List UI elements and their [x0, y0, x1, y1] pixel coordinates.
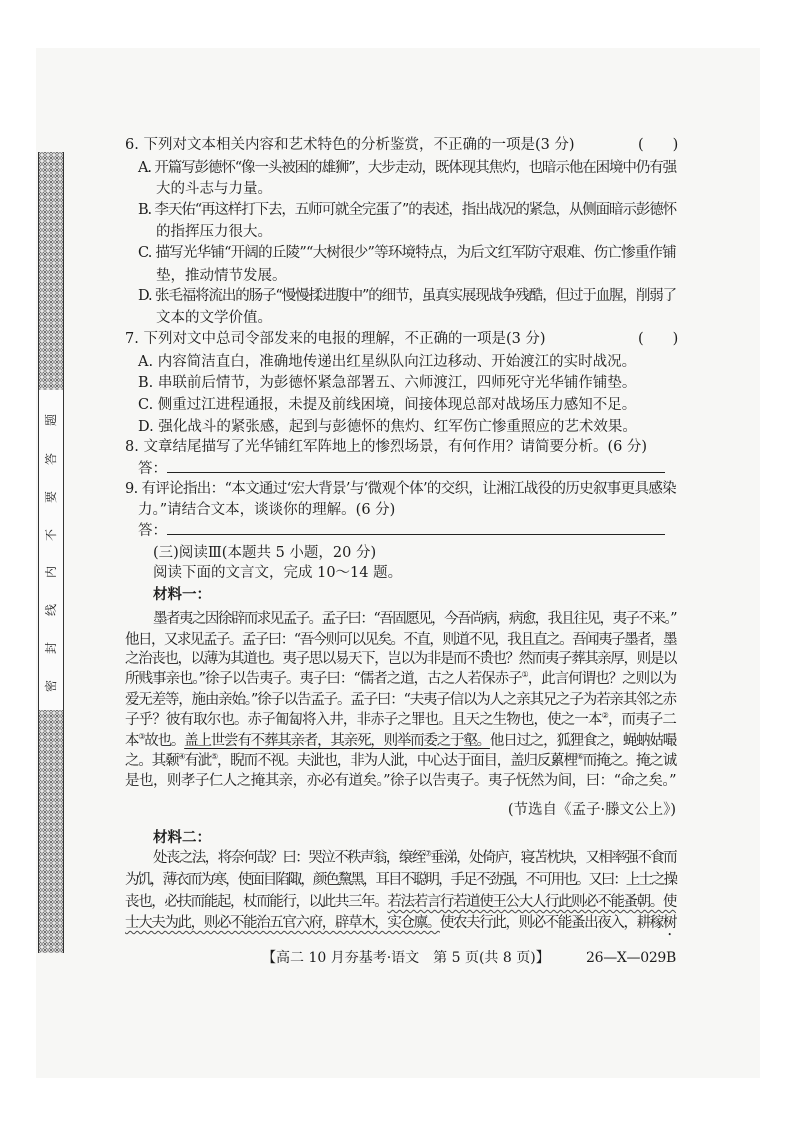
line-text: [153, 587, 211, 603]
line-text: [138, 354, 636, 370]
text-segment: 6. 下列对文本相关内容和艺术特色的分析鉴赏，不正确的一项是(3 分): [125, 137, 575, 153]
answer-blank[interactable]: [167, 522, 665, 535]
text-segment: 使农夫行此，则必不能蚤出夜入，耕稼: [439, 915, 663, 931]
option-cont: [156, 181, 676, 197]
text-segment: B. 李天佑“再这样打下去，五师可就全完蛋了”的表述，指出战况的紧急，从侧面暗示彭德怀: [138, 202, 677, 218]
text-segment: C. 侧重过江进程通报，未提及前线困境，间接体现总部对战场压力感知不足。: [138, 397, 637, 413]
line-text: [508, 802, 676, 818]
question-6: [125, 137, 625, 153]
option: [138, 160, 676, 176]
passage-line: [125, 773, 676, 789]
line-text: [138, 375, 636, 391]
question-7: [125, 331, 625, 347]
line-text: [138, 288, 676, 304]
line-text: [125, 439, 647, 455]
passage-line: [153, 850, 676, 866]
line-text: [153, 611, 676, 627]
passage-line: [125, 632, 676, 648]
section-instruction: [153, 565, 673, 581]
option-cont: [156, 224, 676, 240]
text-segment: 文本的文学价值。: [156, 310, 272, 326]
passage-line: [125, 733, 676, 749]
binding-label-area: [38, 390, 64, 710]
passage-line: [153, 611, 676, 627]
page-footer-title: [262, 950, 562, 966]
line-text: [125, 651, 676, 667]
text-segment: 故也。: [144, 733, 185, 749]
footnote-marker: ⑥: [576, 752, 583, 761]
line-text: [153, 545, 376, 561]
text-segment: 有泚: [184, 753, 211, 769]
text-segment: 他日，又求见孟子。孟子曰：“吾今则可以见矣。不直，则道不: [125, 632, 482, 648]
text-segment: 答：: [138, 523, 167, 539]
text-segment: 墨者夷之因徐辟而求见孟子。孟子曰：“吾固愿见，今吾尚病，病愈，我且往见，夷子不来。”: [153, 611, 676, 627]
text-segment: D. 张毛福将流出的肠子“慢慢揉进腹中”的细节，虽真实展现战争残酷，但过于血腥，削弱了: [138, 288, 676, 304]
text-segment: 阅读下面的文言文，完成 10～14 题。: [153, 565, 403, 581]
line-text: [156, 268, 287, 284]
footnote-marker: ③: [138, 732, 145, 741]
passage-line: [125, 692, 676, 708]
text-segment: 力。”请结合文本，谈谈你的理解。(6 分): [138, 502, 396, 518]
line-text: [156, 181, 272, 197]
text-segment: C. 描写光华铺“开阔的丘陵”“大树很少”等环境特点，为后文红军防守艰难、伤亡惨重作铺: [138, 245, 676, 261]
passage-line: [125, 712, 676, 728]
footnote-marker: ⑦: [424, 849, 431, 858]
text-segment: 爱无差等，施由亲始。”徐子以告孟子。孟子曰：“夫夷子信以为人之亲其兄之子为若亲其邻之赤: [125, 692, 676, 708]
material-two-heading: [153, 830, 673, 846]
wavy-underlined-sentence: 士大夫为此，则必不能治五官六府，辟草木，实仓廪。: [125, 915, 440, 931]
option: [138, 375, 676, 391]
text-segment: 材料一：: [153, 586, 211, 603]
text-segment: 丧也，必扶而能起，杖而能行，以此共三年。: [125, 894, 388, 910]
option: [138, 245, 676, 261]
seal-line-char: 封: [44, 642, 58, 655]
paper-code-text: 26—X—029B: [586, 950, 676, 966]
option-cont: [156, 310, 676, 326]
seal-line-char: 答: [44, 453, 58, 466]
answer-line[interactable]: [138, 522, 676, 538]
text-segment: 子乎？彼有取尔也。赤子匍匐将入井，非赤子之罪也。且天之生物也，使之一本: [125, 712, 602, 728]
text-segment: B. 串联前后情节，为彭德怀紧急部署五、六师渡江，四师死守光华铺作铺垫。: [138, 375, 637, 391]
line-text: [153, 565, 402, 581]
text-segment: 大的斗志与力量。: [156, 181, 272, 197]
passage-line: [125, 753, 676, 769]
text-segment: 而掩之。掩之诚: [582, 753, 677, 769]
page-footer-title-text: 【高二 10 月夯基考·语文 第 5 页(共 8 页)】: [262, 950, 550, 966]
line-text: [125, 712, 676, 728]
text-segment: 答：: [138, 461, 167, 477]
text-segment: A. 内容简洁直白，准确地传递出红星纵队向江边移动、开始渡江的实时战况。: [138, 354, 637, 370]
text-segment: 之治丧也，以薄为其道也。夷子思以易天下，岂以为非是而不贵也？然而夷子葬其亲厚，则是以: [125, 651, 676, 667]
text-segment: 所贱事亲也。”徐子以告夷子。夷子曰：“儒者之道，古之人若保赤子: [125, 671, 522, 687]
passage-line: [125, 915, 676, 931]
text-segment: ，我且直之。吾闻夷子墨者，墨: [494, 632, 677, 648]
text-segment: 7. 下列对文中总司令部发来的电报的理解，不正确的一项是(3 分): [125, 331, 546, 347]
footnote-marker: ④: [178, 752, 185, 761]
line-text: [156, 224, 272, 240]
option: [138, 288, 676, 304]
line-text: [125, 872, 676, 888]
answer-bracket[interactable]: ( ): [638, 331, 679, 347]
line-text: [153, 850, 676, 866]
line-text: [125, 894, 676, 910]
line-text: [125, 733, 676, 749]
source-citation: [125, 802, 676, 818]
text-segment: D. 强化战斗的紧张感，起到与彭德怀的焦灼、红军伤亡惨重照应的艺术效果。: [138, 419, 637, 435]
text-segment: ，睨而不视。夫泚也，非为人泚，中心达于面目，盖归反蔂梩: [216, 753, 577, 769]
seal-line-char: 不: [44, 529, 58, 542]
text-segment: 见: [481, 632, 495, 648]
line-text: [138, 202, 676, 218]
text-segment: 之。其颡: [125, 753, 179, 769]
text-segment: 材料二：: [153, 829, 211, 846]
question-9-cont: [138, 502, 676, 518]
footnote-marker: ⑤: [210, 752, 217, 761]
seal-line-char: 题: [44, 414, 58, 427]
text-segment: 是也，则孝子仁人之掩其亲，亦必有道矣。”徐子以告夷子。夷子怃然为间，曰：“命之矣。”: [125, 773, 676, 789]
binding-pattern-bottom: [38, 710, 64, 953]
text-segment: 为饥，薄衣而为寒，使面目陷陬，颜色黧黑，耳目不聪明，手足不劲强，不可用也。又曰：上士之操: [125, 872, 677, 888]
footnote-marker: ①: [521, 670, 528, 679]
line-text: [125, 481, 676, 497]
section-heading: [153, 545, 673, 561]
line-text: [138, 245, 676, 261]
passage-line: [125, 894, 676, 910]
seal-line-char: 线: [44, 604, 58, 617]
text-segment: 9. 有评论指出：“本文通过‘宏大背景’与‘微观个体’的交织，让湘江战役的历史叙事更具感染: [125, 481, 677, 497]
line-text: [125, 671, 676, 687]
option: [138, 397, 676, 413]
text-segment: (节选自《孟子·滕文公上》): [507, 802, 676, 818]
passage-line: [125, 651, 676, 667]
underlined-sentence: 盖上世尝有不葬其亲者，其亲死，则举而委之于壑。: [184, 733, 490, 749]
question-8: [125, 439, 676, 455]
line-text: [138, 523, 167, 539]
text-segment: 的指挥压力很大。: [156, 224, 272, 240]
line-text: [125, 137, 575, 153]
seal-line-char: 内: [44, 566, 58, 579]
text-segment: 垂涕，处倚庐，寝苫枕块，又相率强不食而: [430, 850, 677, 866]
paper-code: [586, 950, 676, 966]
option-cont: [156, 268, 676, 284]
line-text: [138, 419, 637, 435]
text-segment: A. 开篇写彭德怀“像一头被困的雄狮”，大步走动，既体现其焦灼，也暗示他在困境中仍有强: [138, 160, 676, 176]
line-text: [153, 830, 211, 846]
text-segment: (三)阅读Ⅲ(本题共 5 小题，20 分): [153, 545, 377, 561]
question-9: [125, 481, 676, 497]
text-segment: 本: [125, 733, 139, 749]
line-text: [125, 773, 676, 789]
wavy-underlined-sentence: 若法若言行若道使王公大人行此则必不能蚤朝。使: [387, 894, 677, 910]
line-text: [156, 310, 272, 326]
text-segment: 垫，推动情节发展。: [156, 268, 287, 284]
binding-pattern-top: [38, 152, 64, 390]
text-segment: 8. 文章结尾描写了光华铺红军阵地上的惨烈场景，有何作用？请简要分析。(6 分): [125, 439, 648, 455]
answer-line[interactable]: [138, 460, 676, 476]
text-segment: ，而夷子二: [607, 712, 677, 728]
answer-bracket[interactable]: ( ): [638, 137, 679, 153]
material-one-heading: [153, 587, 673, 603]
line-text: [125, 331, 546, 347]
line-text: [138, 502, 395, 518]
line-text: [138, 461, 167, 477]
text-segment: 树: [662, 915, 677, 931]
line-text: [125, 692, 676, 708]
option: [138, 419, 676, 435]
text-segment: ，此言何谓也？之则以为: [527, 671, 677, 687]
option: [138, 202, 676, 218]
text-segment: 处丧之法，将奈何哉？曰：哭泣不秩声翁，缞绖: [153, 850, 425, 866]
line-text: [138, 397, 636, 413]
passage-line: [125, 872, 676, 888]
seal-line-char: 密: [44, 680, 58, 693]
text-segment: 他日过之，狐狸食之，蝇蚋姑嘬: [489, 733, 677, 749]
passage-line: [125, 671, 676, 687]
seal-line-char: 要: [44, 491, 58, 504]
line-text: [138, 160, 676, 176]
footnote-marker: ②: [601, 711, 608, 720]
answer-blank[interactable]: [167, 460, 665, 473]
line-text: [125, 753, 676, 769]
option: [138, 354, 676, 370]
line-text: [125, 915, 676, 939]
